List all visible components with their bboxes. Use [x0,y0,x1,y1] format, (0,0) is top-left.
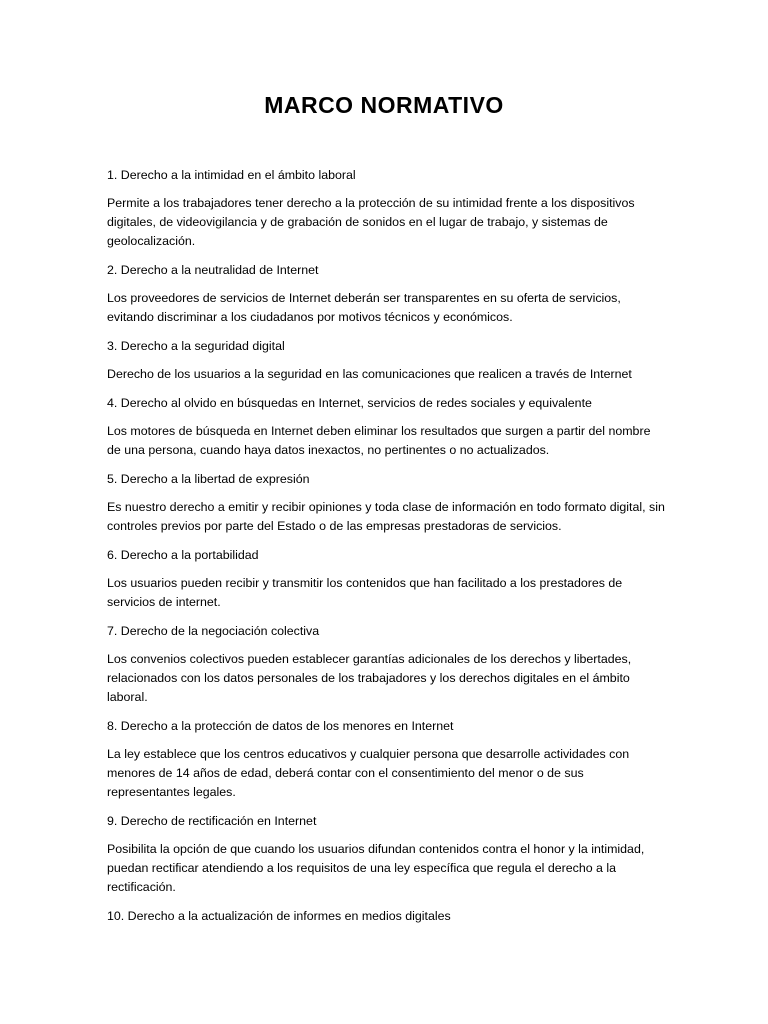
item-heading-3: 3. Derecho a la seguridad digital [107,339,285,353]
item-body-2: Los proveedores de servicios de Internet deberán ser transparentes en su oferta de servicios, evitando discriminar a los ciudadanos por motivos técnicos y económicos. [107,291,621,324]
item-body-9: Posibilita la opción de que cuando los usuarios difundan contenidos contra el honor y la intimidad, puedan rectificar atendiendo a los requisitos de una ley específica que regula el derecho a la rectificación. [107,842,645,894]
item-heading-7: 7. Derecho de la negociación colectiva [107,624,320,638]
item-heading-9: 9. Derecho de rectificación en Internet [107,814,317,828]
item-heading-10: 10. Derecho a la actualización de informes en medios digitales [107,909,451,923]
rights-list [107,166,667,935]
item-body-5: Es nuestro derecho a emitir y recibir opiniones y toda clase de información en todo formato digital, sin controles previos por parte del Estado o de las empresas prestadoras de servicios. [107,500,665,533]
item-body-4: Los motores de búsqueda en Internet deben eliminar los resultados que surgen a partir del nombre de una persona, cuando haya datos inexactos, no pertinentes o no actualizados. [107,424,651,457]
item-heading-2: 2. Derecho a la neutralidad de Internet [107,263,319,277]
item-body-3: Derecho de los usuarios a la seguridad en las comunicaciones que realicen a través de Internet [107,367,632,381]
item-body-7: Los convenios colectivos pueden establecer garantías adicionales de los derechos y libertades, relacionados con los datos personales de los trabajadores y los derechos digitales en el ámbito laboral. [107,652,632,704]
item-heading-6: 6. Derecho a la portabilidad [107,548,259,562]
item-body-1: Permite a los trabajadores tener derecho a la protección de su intimidad frente a los dispositivos digitales, de videovigilancia y de grabación de sonidos en el lugar de trabajo, y sistemas de geolocalización. [107,196,635,248]
item-heading-5: 5. Derecho a la libertad de expresión [107,472,310,486]
item-heading-8: 8. Derecho a la protección de datos de los menores en Internet [107,719,454,733]
item-body-8: La ley establece que los centros educativos y cualquier persona que desarrolle actividades con menores de 14 años de edad, deberá contar con el consentimiento del menor o de sus representantes legales. [107,747,630,799]
page-title: MARCO NORMATIVO [264,92,504,118]
item-heading-4: 4. Derecho al olvido en búsquedas en Internet, servicios de redes sociales y equivalente [107,396,592,410]
item-body-6: Los usuarios pueden recibir y transmitir los contenidos que han facilitado a los prestadores de servicios de internet. [107,576,623,609]
item-heading-1: 1. Derecho a la intimidad en el ámbito laboral [107,168,356,182]
